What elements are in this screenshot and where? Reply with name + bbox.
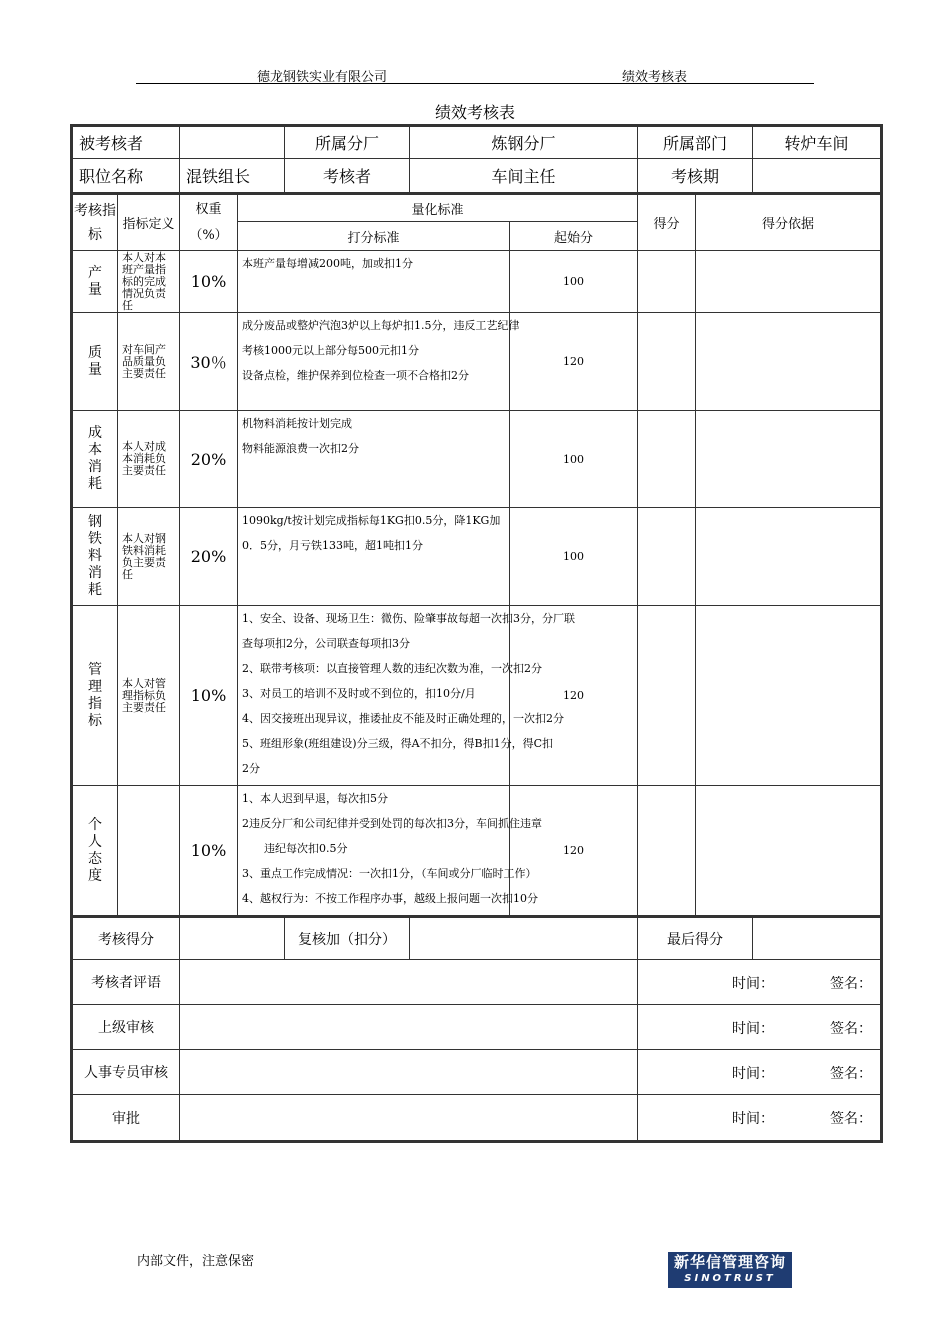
approval-sign: 签名： [830, 976, 873, 992]
branch-value: 炼钢分厂 [410, 126, 638, 159]
indicator-basis[interactable] [696, 508, 882, 606]
indicator-name: 成本消耗 [72, 411, 118, 508]
col-basis: 得分依据 [696, 194, 882, 251]
approval-row [72, 1095, 882, 1142]
indicator-start: 100 [510, 508, 638, 606]
indicator-start: 100 [510, 411, 638, 508]
indicator-definition: 本人对钢铁料消耗负主要责任 [118, 508, 180, 606]
position-value: 混铁组长 [180, 159, 285, 194]
approval-time: 时间： [732, 1111, 775, 1127]
indicator-start: 100 [510, 251, 638, 313]
table-row [72, 411, 882, 508]
table-row [72, 786, 882, 917]
column-header-row-1 [72, 194, 882, 222]
indicator-criteria: 本班产量每增减200吨，加或扣1分 [238, 251, 510, 313]
header-company: 德龙钢铁实业有限公司 [257, 70, 388, 85]
table-row [72, 251, 882, 313]
indicator-definition: 对车间产品质量负主要责任 [118, 313, 180, 411]
info-row-2 [72, 159, 882, 194]
header-doc-type: 绩效考核表 [622, 70, 688, 85]
approval-row [72, 960, 882, 1005]
logo-cn: 新华信管理咨询 [673, 1253, 786, 1271]
table-row [72, 606, 882, 786]
indicator-basis[interactable] [696, 786, 882, 917]
dept-value: 转炉车间 [753, 126, 882, 159]
position-label: 职位名称 [72, 159, 180, 194]
indicator-weight: 20% [180, 411, 238, 508]
approval-sign-area[interactable] [638, 1050, 882, 1095]
indicator-start: 120 [510, 606, 638, 786]
col-score: 得分 [638, 194, 696, 251]
indicator-start: 120 [510, 786, 638, 917]
approval-time: 时间： [732, 976, 775, 992]
indicator-basis[interactable] [696, 313, 882, 411]
logo-en: SINOTRUST [684, 1273, 776, 1284]
indicator-name: 产量 [72, 251, 118, 313]
indicator-criteria: 成分废品或整炉汽泡3炉以上每炉扣1.5分，违反工艺纪律 考核1000元以上部分每500元扣1分 设备点检，维护保养到位检查一项不合格扣2分 [238, 313, 510, 411]
indicator-definition [118, 786, 180, 917]
indicator-score[interactable] [638, 786, 696, 917]
indicator-name: 个人态度 [72, 786, 118, 917]
approval-comment[interactable] [180, 1050, 638, 1095]
indicator-definition: 本人对本班产量指标的完成情况负责任 [118, 251, 180, 313]
indicator-weight: 30％ [180, 313, 238, 411]
col-indicator: 考核指标 [72, 194, 118, 251]
final-label: 最后得分 [638, 917, 753, 960]
indicator-criteria: 1、本人迟到早退，每次扣5分 2违反分厂和公司纪律并受到处罚的每次扣3分，车间抓住违章 违纪每次扣0.5分 3、重点工作完成情况：一次扣1分，（车间或分厂临时工作） 4、越权行为：不按工作程序办事，越级上报问题一次扣10分 [238, 786, 510, 917]
approval-label: 上级审核 [72, 1005, 180, 1050]
indicator-weight: 10% [180, 606, 238, 786]
indicator-score[interactable] [638, 606, 696, 786]
col-quant: 量化标准 [238, 194, 638, 222]
indicator-definition: 本人对管理指标负主要责任 [118, 606, 180, 786]
footer-note: 内部文件，注意保密 [137, 1254, 255, 1269]
approval-row [72, 1050, 882, 1095]
approval-sign-area[interactable] [638, 1005, 882, 1050]
approval-comment[interactable] [180, 1005, 638, 1050]
approval-comment[interactable] [180, 960, 638, 1005]
indicator-basis[interactable] [696, 606, 882, 786]
page-title: 绩效考核表 [434, 103, 515, 122]
col-criteria: 打分标准 [238, 222, 510, 251]
approval-comment[interactable] [180, 1095, 638, 1142]
table-row [72, 508, 882, 606]
indicator-score[interactable] [638, 411, 696, 508]
indicator-basis[interactable] [696, 251, 882, 313]
approval-time: 时间： [732, 1021, 775, 1037]
summary-row [72, 917, 882, 960]
indicator-criteria: 机物料消耗按计划完成 物料能源浪费一次扣2分 [238, 411, 510, 508]
assessor-label: 考核者 [285, 159, 410, 194]
score-label: 考核得分 [72, 917, 180, 960]
col-definition: 指标定义 [118, 194, 180, 251]
approval-sign: 签名： [830, 1066, 873, 1082]
indicator-weight: 10% [180, 251, 238, 313]
branch-label: 所属分厂 [285, 126, 410, 159]
dept-label: 所属部门 [638, 126, 753, 159]
col-weight: 权重（%） [180, 194, 238, 251]
approval-sign: 签名： [830, 1111, 873, 1127]
approval-time: 时间： [732, 1066, 775, 1082]
indicator-weight: 10% [180, 786, 238, 917]
review-value[interactable] [410, 917, 638, 960]
sinotrust-logo [668, 1252, 792, 1288]
indicator-definition: 本人对成本消耗负主要责任 [118, 411, 180, 508]
assessee-value[interactable] [180, 126, 285, 159]
indicator-basis[interactable] [696, 411, 882, 508]
approval-label: 审批 [72, 1095, 180, 1142]
indicator-score[interactable] [638, 313, 696, 411]
indicator-name: 钢铁料消耗 [72, 508, 118, 606]
review-label: 复核加（扣分） [285, 917, 410, 960]
assessment-table [70, 124, 883, 1143]
indicator-start: 120 [510, 313, 638, 411]
period-label: 考核期 [638, 159, 753, 194]
indicator-criteria: 1090kg/t按计划完成指标每1KG扣0.5分，降1KG加 0．5分，月亏铁133吨，超1吨扣1分 [238, 508, 510, 606]
approval-sign: 签名： [830, 1021, 873, 1037]
approval-label: 考核者评语 [72, 960, 180, 1005]
approval-sign-area[interactable] [638, 960, 882, 1005]
assessor-value: 车间主任 [410, 159, 638, 194]
table-row [72, 313, 882, 411]
approval-row [72, 1005, 882, 1050]
final-value[interactable] [753, 917, 882, 960]
indicator-criteria: 1、安全、设备、现场卫生：微伤、险肇事故每超一次扣3分，分厂联 查每项扣2分，公司联查每项扣3分 2、联带考核项：以直接管理人数的违纪次数为准，一次扣2分 3、对员工的培训不及时或不到位的，扣10分/月 4、因交接班出现异议，推诿扯皮不能及时正确处理的，一次扣2分 5、班组形象(班组建设)分三级，得A不扣分，得B扣1分，得C扣 2分 [238, 606, 510, 786]
col-start: 起始分 [510, 222, 638, 251]
period-value[interactable] [753, 159, 882, 194]
indicator-name: 质量 [72, 313, 118, 411]
indicator-weight: 20% [180, 508, 238, 606]
indicator-score[interactable] [638, 508, 696, 606]
header-rule [136, 83, 814, 84]
approval-sign-area[interactable] [638, 1095, 882, 1142]
approval-label: 人事专员审核 [72, 1050, 180, 1095]
score-value[interactable] [180, 917, 285, 960]
indicator-name: 管理指标 [72, 606, 118, 786]
info-row-1 [72, 126, 882, 159]
indicator-score[interactable] [638, 251, 696, 313]
assessee-label: 被考核者 [72, 126, 180, 159]
